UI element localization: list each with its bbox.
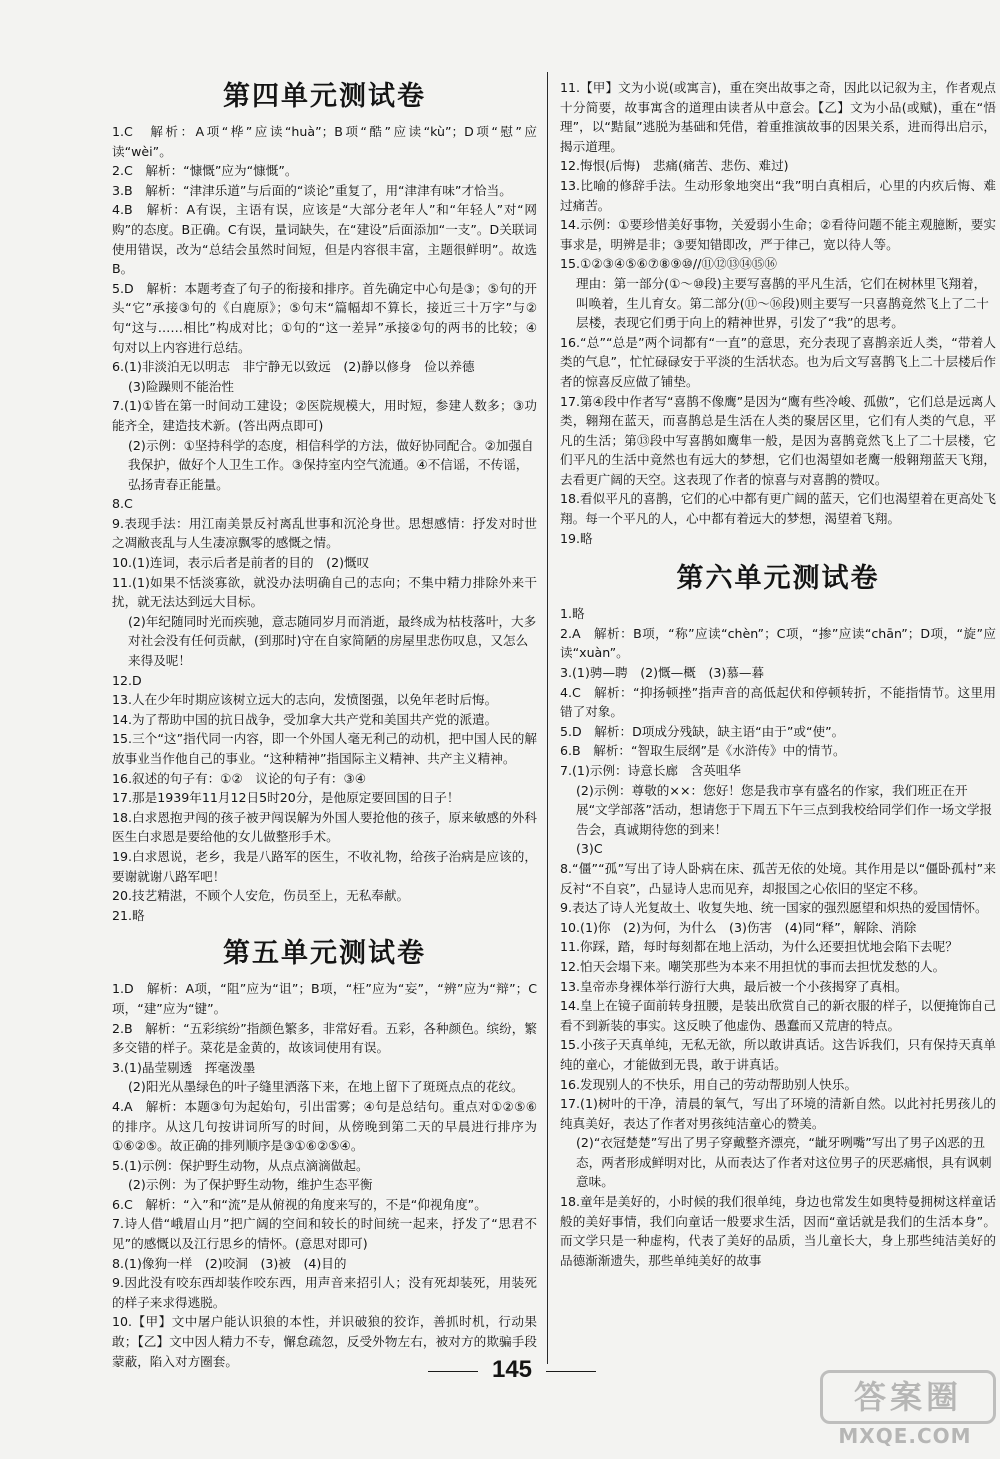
answer-item: 13.比喻的修辞手法。生动形象地突出“我”明白真相后，心里的内疚后悔、难过痛苦。	[560, 177, 996, 213]
answer-item: 5.(1)示例：保护野生动物，从点点滴滴做起。	[112, 1157, 369, 1173]
answer-item: 18.看似平凡的喜鹊，它们的心中都有更广阔的蓝天，它们也渴望着在更高处飞翔。每一个平凡的人，心中都有着远大的梦想，渴望着飞翔。	[560, 491, 996, 527]
answer-item: 1.D 解析：A项，“阻”应为“诅”；B项，“枉”应为“妄”，“辨”应为“辩”；C项，“建”应为“键”。	[112, 981, 537, 1016]
answer-item: 16.“总”“总是”两个词都有“一直”的意思，充分表现了喜鹊亲近人类，“带着人类的气息”，忙忙碌碌安于平淡的生活状态。也为后文写喜鹊飞上二十层楼后作者的惊喜反应做了铺垫。	[560, 334, 996, 389]
answer-item: 3.B 解析：“津津乐道”与后面的“谈论”重复了，用“津津有味”才恰当。	[112, 182, 512, 198]
answer-item: 4.C 解析：“抑扬顿挫”指声音的高低起伏和停顿转折，不能指情节。这里用错了对象。	[560, 684, 996, 720]
answer-item: 12.怕天会塌下来。嘲笑那些为本来不用担忧的事而去担忧发愁的人。	[560, 958, 946, 974]
left-column	[112, 78, 537, 1371]
answer-item: 14.皇上在镜子面前转身扭腰，是装出欣赏自己的新衣服的样子，以便掩饰自己看不到新装的事实。这反映了他虚伪、愚蠢而又荒唐的特点。	[560, 998, 996, 1033]
answer-item: 9.因此没有咬东西却装作咬东西，用声音来招引人；没有死却装死，用装死的样子来求得逃脱。	[112, 1275, 537, 1310]
answer-item: 11.(1)如果不恬淡寡欲，就没办法明确自己的志向；不集中精力排除外来干扰，就无法达到远大目标。	[112, 574, 537, 610]
answer-item: 4.A 解析：本题③句为起始句，引出雷雾；④句是总结句。重点对①②⑤⑥的排序。从这几句按讲词所写的时间，从傍晚到第二天的早晨进行排序为①⑥②⑤。故正确的排列顺序是③①⑥②⑤④。	[112, 1098, 537, 1154]
answer-item: 6.B 解析：“智取生辰纲”是《水浒传》中的情节。	[560, 743, 846, 759]
answer-item: 14.示例：①要珍惜美好事物，关爱弱小生命；②看待问题不能主观臆断，要实事求是，明辨是非；③要知错即改，严于律己，宽以待人等。	[560, 217, 996, 252]
page-number: 145	[491, 1356, 533, 1383]
answer-subitem: (2)“衣冠楚楚”写出了男子穿戴整齐漂亮，“龇牙咧嘴”写出了男子凶恶的丑态，两者形成鲜明对比，从而表达了作者对这位男子的厌恶痛恨，具有讽刺意味。	[576, 1135, 992, 1190]
answer-item: 18.白求恩抱尹闯的孩子被尹闯误解为外国人要抢他的孩子，原来敏感的外科医生白求恩是要给他的女儿做整形手术。	[112, 809, 537, 845]
answer-subitem: (2)示例：为了保护野生动物，维护生态平衡	[128, 1177, 373, 1193]
answer-subitem: (2)示例：①坚持科学的态度，相信科学的方法，做好协同配合。②加强自我保护，做好个人卫生工作。③保持室内空气流通。④不信谣，不传谣，弘扬青春正能量。	[128, 437, 534, 492]
answer-item: 8.“僵”“孤”写出了诗人卧病在床、孤苦无依的处境。其作用是以“僵卧孤村”来反衬“不自哀”，凸显诗人忠而见弃，却报国之心依旧的坚定不移。	[560, 860, 996, 896]
answer-item: 15.①②③④⑤⑥⑦⑧⑨⑩//⑪⑫⑬⑭⑮⑯	[560, 256, 777, 272]
answer-subitem: (2)年纪随同时光而疾驰，意志随同岁月而消逝，最终成为枯枝落叶，大多对社会没有任何贡献，(到那时)守在自家简陋的房屋里悲伤叹息，又怎么来得及呢！	[128, 613, 537, 669]
answer-item: 4.B 解析：A有误，主语有误，应该是“大部分老年人”和“年轻人”对“网购”的态度。B正确。C有误，量词缺失，在“建设”后面添加“一支”。D关联词使用错误，改为“总结会虽然时间短，但是内容很丰富，主题很鲜明”。故选B。	[112, 202, 537, 277]
footer-rule-right	[546, 1371, 596, 1372]
answer-item: 10.(1)你 (2)为何，为什么 (3)伤害 (4)同“释”，解除、消除	[560, 919, 917, 935]
answer-item: 8.(1)像狗一样 (2)咬洞 (3)被 (4)目的	[112, 1255, 347, 1271]
answer-item: 19.白求恩说，老乡，我是八路军的医生，不收礼物，给孩子治病是应该的，要谢就谢八路军吧！	[112, 848, 537, 884]
unit4-title: 第四单元测试卷	[223, 81, 426, 112]
answer-item: 2.A 解析：B项，“称”应读“chèn”；C项，“掺”应读“chān”；D项，“旋”应读“xuàn”。	[560, 625, 996, 661]
answer-item: 15.三个“这”指代同一内容，即一个外国人毫无利己的动机，把中国人民的解放事业当作他自己的事业。“这种精神”指国际主义精神、共产主义精神。	[112, 731, 537, 766]
watermark-stamp: 答案圈	[820, 1370, 996, 1424]
answer-item: 17.第④段中作者写“喜鹊不像鹰”是因为“鹰有些冷峻、孤傲”，它们总是远离人类，翱翔在蓝天，而喜鹊总是生活在人类的聚居区里，它们有人类的气息，平凡的生活；第⑬段中写喜鹊如鹰隼一般，是因为喜鹊竟然飞上了二十层楼，它们平凡的生活中竟然也有远大的梦想，它们也渴望如老鹰一般翱翔蓝天飞翔，去看更广阔的天空。这表现了作者的惊喜与对喜鹊的赞叹。	[560, 393, 996, 487]
answer-item: 3.(1)晶莹剔透 挥毫泼墨	[112, 1059, 256, 1075]
answer-item: 7.(1)①皆在第一时间动工建设；②医院规模大，用时短，参建人数多；③功能齐全，建造技术新。(答出两点即可)	[112, 398, 537, 433]
answer-item: 10.【甲】文中屠户能认识狼的本性，并识破狼的狡诈，善抓时机，行动果敢；【乙】文中因人精力不专，懈怠疏忽，反受外物左右，被对方的欺骗手段蒙蔽，陷入对方圈套。	[112, 1314, 537, 1369]
answer-item: 9.表达了诗人光复故土、收复失地、统一国家的强烈愿望和炽热的爱国情怀。	[560, 900, 988, 916]
watermark-logo	[820, 1370, 990, 1450]
answer-item: 1.C 解析：A项“桦”应读“huà”；B项“酷”应读“kù”；D项“慰”应读“wèi”。	[112, 124, 537, 159]
answer-item: 12.D	[112, 672, 142, 688]
column-divider	[547, 72, 548, 1364]
answer-item: 2.C 解析：“慷慨”应为“慷慨”。	[112, 163, 298, 179]
unit5-continued-answer-list	[560, 78, 996, 548]
answer-subitem: 理由：第一部分(①～⑩段)主要写喜鹊的平凡生活，它们在树林里飞翔着，叫唤着，生儿育女。第二部分(⑪～⑯段)则主要写一只喜鹊竟然飞上了二十层楼，表现它们勇于向上的精神世界，引发了“我”的思考。	[576, 275, 989, 331]
answer-item: 8.C	[112, 496, 133, 512]
unit6-title: 第六单元测试卷	[676, 563, 880, 595]
watermark-url: MXQE.COM	[838, 1424, 972, 1448]
answer-item: 12.悔恨(后悔) 悲痛(痛苦、悲伤、难过)	[560, 158, 789, 174]
answer-item: 19.略	[560, 530, 593, 546]
answer-item: 17.(1)树叶的干净，清晨的氧气，写出了环境的清新自然。以此衬托男孩儿的纯真美好，表达了作者对男孩纯洁童心的赞美。	[560, 1096, 996, 1131]
answer-item: 10.(1)连词，表示后者是前者的目的 (2)慨叹	[112, 555, 370, 571]
answer-item: 6.(1)非淡泊无以明志 非宁静无以致远 (2)静以修身 俭以养德	[112, 359, 475, 375]
answer-item: 13.人在少年时期应该树立远大的志向，发愤图强，以免年老时后悔。	[112, 692, 498, 708]
answer-item: 5.D 解析：D项成分残缺，缺主语“由于”或“使”。	[560, 723, 845, 739]
answer-item: 16.发现别人的不快乐，用自己的劳动帮助别人快乐。	[560, 1076, 858, 1092]
unit6-answer-list	[560, 604, 996, 1270]
answer-item: 20.技艺精湛，不顾个人安危，伤员至上，无私奉献。	[112, 888, 410, 904]
answer-item: 15.小孩子天真单纯，无私无欲，所以敢讲真话。这告诉我们，只有保持天真单纯的童心，才能做到无畏，敢于讲真话。	[560, 1037, 996, 1072]
answer-item: 3.(1)骋—聘 (2)慨—概 (3)慕—暮	[560, 665, 765, 681]
right-column	[560, 78, 996, 1270]
answer-item: 18.童年是美好的，小时候的我们很单纯，身边也常发生如奥特曼拥树这样童话般的美好事情，我们向童话一般要求生活，因而“童话就是我们的生活本身”。而文学只是一种虚构，代表了美好的品质，当儿童长大，身上那些纯洁美好的品德渐渐遗失，那些单纯美好的故事	[560, 1194, 996, 1268]
footer-rule-left	[428, 1371, 478, 1372]
unit4-answer-list	[112, 122, 537, 925]
answer-subitem: (3)C	[576, 841, 603, 857]
answer-item: 17.那是1939年11月12日5时20分，是他原定要回国的日子！	[112, 790, 460, 806]
answer-item: 9.表现手法：用江南美景反衬离乱世事和沉沦身世。思想感情：抒发对时世之凋敝丧乱与人生凄凉飘零的感慨之情。	[112, 515, 537, 551]
answer-subitem: (2)阳光从墨绿色的叶子缝里洒落下来，在地上留下了斑斑点点的花纹。	[128, 1079, 524, 1095]
answer-item: 13.皇帝赤身裸体举行游行大典，最后被一个小孩揭穿了真相。	[560, 978, 908, 994]
answer-item: 16.叙述的句子有：①② 议论的句子有：③④	[112, 770, 367, 786]
answer-subitem: (2)示例：尊敬的××：您好！您是我市享有盛名的作家，我们班正在开展“文学部落”活动，想请您于下周五下午三点到我校给同学们作一场文学报告会，真诚期待您的到来！	[576, 782, 993, 837]
answer-item: 2.B 解析：“五彩缤纷”指颜色繁多，非常好看。五彩，各种颜色。缤纷，繁多交错的样子。菜花是金黄的，故该词使用有误。	[112, 1020, 537, 1056]
answer-subitem: (3)险躁则不能治性	[128, 378, 234, 394]
answer-item: 7.诗人借“峨眉山月”把广阔的空间和较长的时间统一起来，抒发了“思君不见”的感慨以及江行思乡的情怀。(意思对即可)	[112, 1216, 537, 1252]
answer-item: 14.为了帮助中国的抗日战争，受加拿大共产党和美国共产党的派遣。	[112, 711, 498, 727]
answer-item: 11.你踩，踏，每时每刻都在地上活动，为什么还要担忧地会陷下去呢？	[560, 939, 958, 955]
unit5-answer-list	[112, 979, 537, 1371]
answer-item: 5.D 解析：本题考查了句子的衔接和排序。首先确定中心句是③；⑤句的开头“它”承接③句的《白鹿原》；⑤句末“篇幅却不算长，接近三十万字”与②句“这与……相比”构成对比；①句的“这一差异”承接②句的两书的比较；④句对以上内容进行总结。	[112, 280, 537, 355]
answer-item: 7.(1)示例：诗意长廊 含英咀华	[560, 763, 741, 778]
answer-item: 1.略	[560, 606, 585, 622]
unit5-title: 第五单元测试卷	[223, 938, 426, 970]
answer-item: 11.【甲】文为小说(或寓言)，重在突出故事之奇，因此以记叙为主，作者观点十分简要，故事寓含的道理由读者从中意会。【乙】文为小品(或赋)，重在“悟理”，以“黠鼠”逃脱为基础和凭借，着重推演故事的因果关系，进而得出启示，揭示道理。	[560, 80, 996, 154]
answer-item: 21.略	[112, 907, 145, 923]
answer-item: 6.C 解析：“入”和“流”是从俯视的角度来写的，不是“仰视角度”。	[112, 1196, 487, 1212]
